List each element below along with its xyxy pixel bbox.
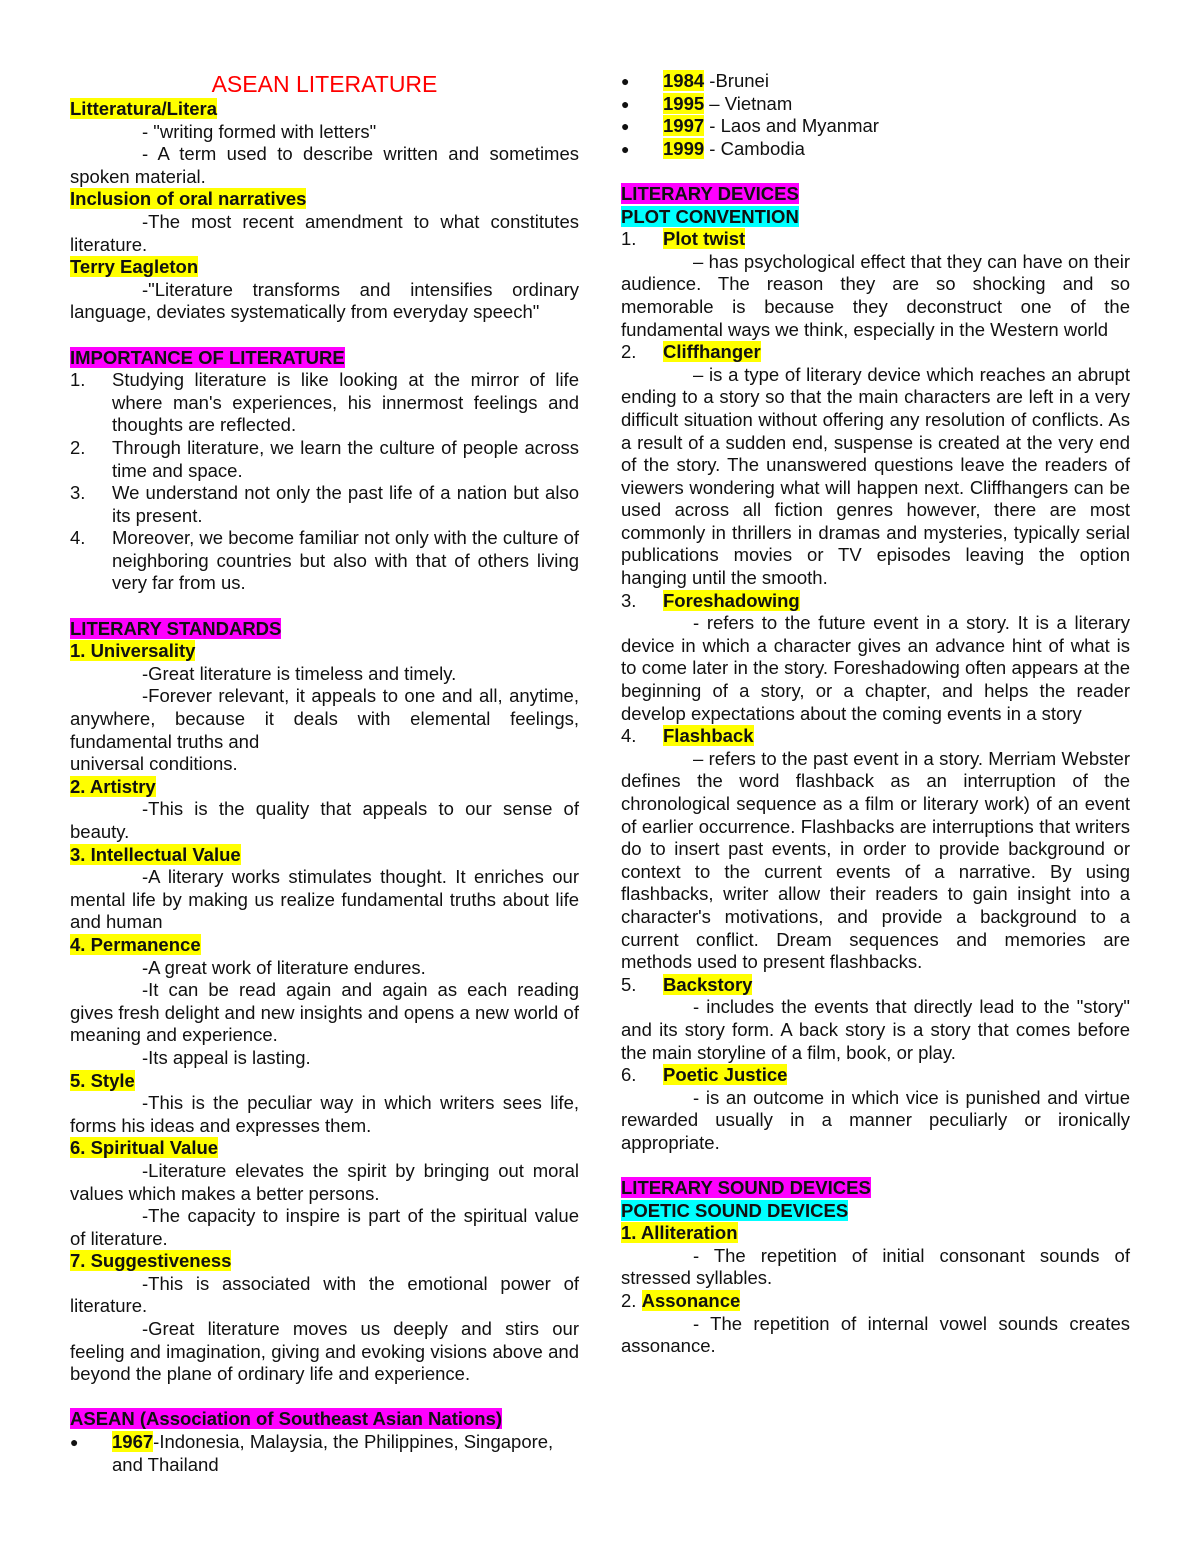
device-text: - is an outcome in which vice is punished and virtue rewarded usually in a manner peculiarly or ironically appropriate. <box>621 1086 1130 1153</box>
list-item: ● 1999 - Cambodia <box>621 137 805 159</box>
litteratura-heading: Litteratura/Litera <box>70 98 218 119</box>
inclusion-text: -The most recent amendment to what constitutes literature. <box>70 210 579 255</box>
plot-convention-heading: PLOT CONVENTION <box>621 205 799 227</box>
device-heading: 1. Plot twist <box>621 228 746 250</box>
universality-heading: 1. Universality <box>70 640 196 662</box>
bullet-icon: ● <box>621 140 630 157</box>
permanence-heading: 4. Permanence <box>70 933 201 955</box>
left-column <box>70 70 579 1476</box>
device-heading: 2. Cliffhanger <box>621 341 761 363</box>
assonance-heading: 2. Assonance <box>621 1290 741 1312</box>
list-item: 4. Moreover, we become familiar not only with the culture of neighboring countries but also with that of others living very far from us. <box>70 527 579 594</box>
list-item: ● 1997 - Laos and Myanmar <box>621 115 879 137</box>
page-title: ASEAN LITERATURE <box>211 71 438 97</box>
bullet-icon: ● <box>70 1434 79 1451</box>
artistry-text: -This is the quality that appeals to our sense of beauty. <box>70 798 579 842</box>
device-text: - includes the events that directly lead to the "story" and its story form. A back story is a story that comes before the main storyline of a film, book, or play. <box>621 996 1130 1063</box>
inclusion-heading: Inclusion of oral narratives <box>70 188 307 210</box>
intellectual-heading: 3. Intellectual Value <box>70 843 241 865</box>
list-item: ● 1984 -Brunei <box>621 70 769 91</box>
device-heading: 4. Flashback <box>621 725 754 747</box>
intellectual-text: -A literary works stimulates thought. It enriches our mental life by making us realize fundamental truths about life and human <box>70 866 579 933</box>
eagleton-quote: -"Literature transforms and intensifies ordinary language, deviates systematically from everyday speech" <box>70 278 579 323</box>
artistry-heading: 2. Artistry <box>70 775 156 797</box>
suggestiveness-text-1: -This is associated with the emotional power of literature. <box>70 1272 579 1317</box>
universality-text-3: universal conditions. <box>70 753 238 775</box>
style-heading: 5. Style <box>70 1069 135 1091</box>
bullet-icon: ● <box>621 118 630 135</box>
style-text: -This is the peculiar way in which writers sees life, forms his ideas and expresses them. <box>70 1092 579 1136</box>
spiritual-text-2: -The capacity to inspire is part of the spiritual value of literature. <box>70 1205 579 1249</box>
list-item: ● 1967-Indonesia, Malaysia, the Philippines, Singapore, and Thailand <box>70 1431 554 1475</box>
device-text: - refers to the future event in a story. It is a literary device in which a character gives an advance hint of what is to come later in the story. Foreshadowing often appears at the beginning of a story, or a chapter, and helps the reader develop expectations about the coming events in a story <box>621 612 1130 724</box>
permanence-text-1: -A great work of literature endures. <box>142 956 426 978</box>
permanence-text-2: -It can be read again and again as each reading gives fresh delight and new insights and opens a new world of meaning and experience. <box>70 979 579 1046</box>
alliteration-heading: 1. Alliteration <box>621 1222 738 1244</box>
litteratura-def-2: - A term used to describe written and sometimes spoken material. <box>70 143 579 187</box>
device-text: – has psychological effect that they can have on their audience. The reason they are so shocking and so memorable is because they deconstruct one of the fundamental ways we think, especially in the Western world <box>621 250 1130 340</box>
eagleton-heading: Terry Eagleton <box>70 256 199 278</box>
device-text: – refers to the past event in a story. Merriam Webster defines the word flashback as an interruption of the chronological sequence as a film or literary work) of an event of earlier occurrence. Flashbacks are interruptions that writers do to insert past events, in order to provide background or context to the current events of a narrative. By using flashbacks, writer allow their readers to gain insight into a character's motivations, and provide a background to a current conflict. Dream sequences and memories are methods used to present flashbacks. <box>621 747 1130 973</box>
sound-devices-heading: LITERARY SOUND DEVICES <box>621 1177 871 1199</box>
spiritual-text-1: -Literature elevates the spirit by bringing out moral values which makes a better persons. <box>70 1159 579 1204</box>
alliteration-text: - The repetition of initial consonant sounds of stressed syllables. <box>621 1244 1130 1289</box>
devices-heading: LITERARY DEVICES <box>621 182 799 204</box>
device-heading: 3. Foreshadowing <box>621 589 800 611</box>
spiritual-heading: 6. Spiritual Value <box>70 1137 219 1159</box>
list-item: ● 1995 – Vietnam <box>621 92 793 114</box>
litteratura-def-1: - "writing formed with letters" <box>142 120 377 142</box>
importance-heading: IMPORTANCE OF LITERATURE <box>70 346 345 368</box>
bullet-icon: ● <box>621 95 630 112</box>
device-text: – is a type of literary device which reaches an abrupt ending to a story so that the main characters are left in a very difficult situation without offering any resolution of conflicts. As a result of a sudden end, suspense is created at the very end of the story. The unanswered questions leave the readers of viewers wondering what will happen next. Cliffhangers can be used across all fiction genres however, there are most commonly in thrillers in dramas and mysteries, typically serial publications movies or TV episodes leaving the option hanging until the smooth. <box>621 363 1130 589</box>
asean-heading: ASEAN (Association of Southeast Asian Nations) <box>70 1408 503 1430</box>
list-item: 2. Through literature, we learn the culture of people across time and space. <box>70 436 579 481</box>
list-item: 3. We understand not only the past life of a nation but also its present. <box>70 482 579 526</box>
standards-heading: LITERARY STANDARDS <box>70 617 282 639</box>
suggestiveness-heading: 7. Suggestiveness <box>70 1250 232 1272</box>
assonance-text: - The repetition of internal vowel sounds creates assonance. <box>621 1312 1130 1357</box>
suggestiveness-text-2: -Great literature moves us deeply and stirs our feeling and imagination, giving and evoking visions above and beyond the plane of ordinary life and experience. <box>70 1318 579 1385</box>
device-heading: 6. Poetic Justice <box>621 1064 788 1086</box>
device-heading: 5. Backstory <box>621 973 753 995</box>
poetic-sound-heading: POETIC SOUND DEVICES <box>621 1199 849 1221</box>
universality-text-2: -Forever relevant, it appeals to one and all, anytime, anywhere, because it deals with elemental feelings, fundamental truths and <box>70 685 579 752</box>
right-column <box>621 70 1130 1358</box>
bullet-icon: ● <box>621 73 630 89</box>
universality-text-1: -Great literature is timeless and timely. <box>142 662 457 684</box>
permanence-text-3: -Its appeal is lasting. <box>142 1046 311 1068</box>
list-item: 1. Studying literature is like looking at the mirror of life where man's experiences, his innermost feelings and thoughts are reflected. <box>70 369 579 436</box>
